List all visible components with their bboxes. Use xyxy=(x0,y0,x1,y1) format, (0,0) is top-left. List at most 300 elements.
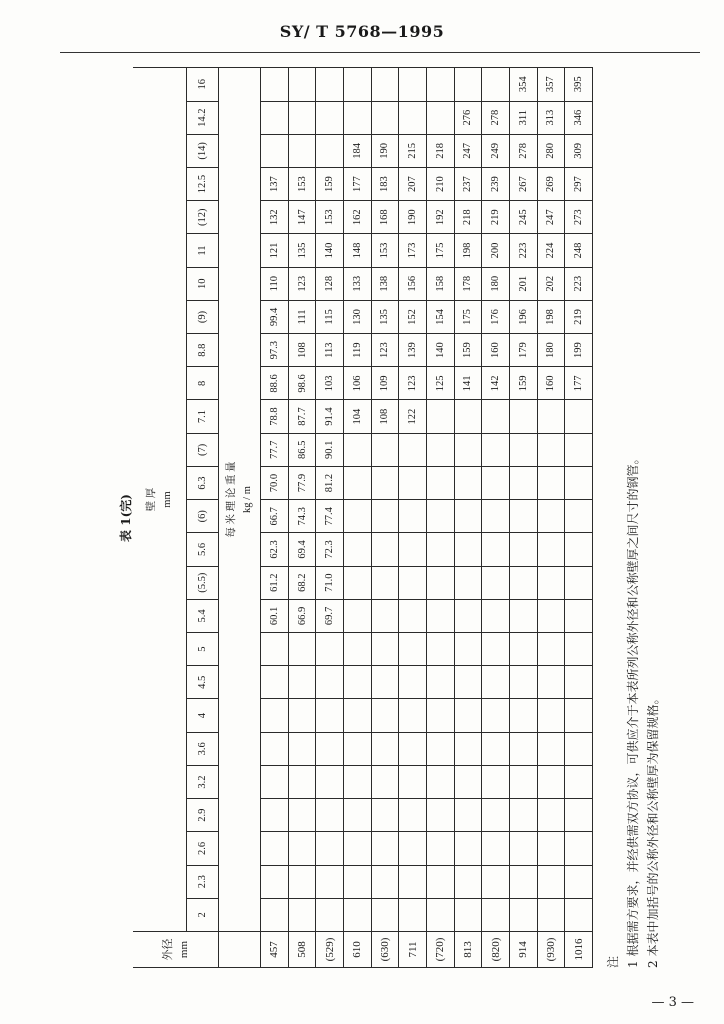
weight-cell xyxy=(482,765,510,798)
wall-label: 壁 厚 xyxy=(145,487,157,512)
weight-cell: 147 xyxy=(288,201,316,234)
weight-cell: 97.3 xyxy=(261,334,289,367)
weight-cell: 273 xyxy=(565,201,593,234)
weight-cell: 184 xyxy=(344,134,372,167)
weight-cell: 142 xyxy=(482,367,510,400)
weight-cell xyxy=(426,599,454,632)
weight-cell: 160 xyxy=(482,334,510,367)
weight-cell xyxy=(288,732,316,765)
weight-cell xyxy=(261,633,289,666)
notes-heading: 注 xyxy=(606,955,620,968)
weight-cell: 162 xyxy=(344,201,372,234)
weight-cell xyxy=(426,732,454,765)
weight-cell: 104 xyxy=(344,400,372,433)
weight-cell xyxy=(426,566,454,599)
weight-cell: 113 xyxy=(316,334,344,367)
weight-cell xyxy=(426,500,454,533)
thickness-header-cell: 11 xyxy=(187,234,219,267)
weight-cell: 128 xyxy=(316,267,344,300)
weight-cell xyxy=(537,799,565,832)
weight-cell xyxy=(454,599,482,632)
weight-cell: 200 xyxy=(482,234,510,267)
weight-cell xyxy=(565,433,593,466)
weight-cell xyxy=(454,466,482,499)
weight-cell xyxy=(288,765,316,798)
weight-cell xyxy=(482,566,510,599)
weight-cell xyxy=(509,400,537,433)
thickness-header-cell: 6.3 xyxy=(187,466,219,499)
outer-diameter-cell: 914 xyxy=(509,932,537,968)
thickness-header-cell: (6) xyxy=(187,500,219,533)
weight-cell xyxy=(537,666,565,699)
weight-cell xyxy=(399,633,427,666)
weight-cell xyxy=(261,68,289,101)
weight-cell: 198 xyxy=(537,300,565,333)
weight-cell: 224 xyxy=(537,234,565,267)
page-number: — 3 — xyxy=(651,995,694,1010)
weight-cell xyxy=(316,732,344,765)
weight-cell: 132 xyxy=(261,201,289,234)
weight-cell: 130 xyxy=(344,300,372,333)
weight-cell: 175 xyxy=(426,234,454,267)
weight-cell: 190 xyxy=(399,201,427,234)
weight-cell xyxy=(509,765,537,798)
weight-cell xyxy=(316,865,344,898)
weight-cell xyxy=(509,633,537,666)
weight-cell xyxy=(454,433,482,466)
weight-cell xyxy=(565,466,593,499)
weight-cell xyxy=(482,400,510,433)
weight-cell xyxy=(316,898,344,931)
thickness-header-cell: 5 xyxy=(187,633,219,666)
weight-cell: 61.2 xyxy=(261,566,289,599)
weight-cell: 395 xyxy=(565,68,593,101)
weight-cell xyxy=(509,500,537,533)
weight-cell xyxy=(399,865,427,898)
weight-cell xyxy=(454,765,482,798)
mass-header-spacer xyxy=(219,932,261,968)
weight-cell xyxy=(454,500,482,533)
weight-cell xyxy=(565,732,593,765)
weight-cell xyxy=(288,134,316,167)
weight-cell xyxy=(426,433,454,466)
weight-cell: 125 xyxy=(426,367,454,400)
weight-cell xyxy=(482,666,510,699)
table-title: 表 1(完) xyxy=(119,494,133,542)
weight-cell xyxy=(482,732,510,765)
thickness-header-cell: (12) xyxy=(187,201,219,234)
thickness-header-cell: 8 xyxy=(187,367,219,400)
weight-cell: 168 xyxy=(371,201,399,234)
weight-cell: 154 xyxy=(426,300,454,333)
weight-cell xyxy=(482,633,510,666)
weight-cell: 77.9 xyxy=(288,466,316,499)
weight-cell: 70.0 xyxy=(261,466,289,499)
weight-cell xyxy=(371,666,399,699)
wall-thickness-header xyxy=(133,68,187,932)
weight-cell: 180 xyxy=(537,334,565,367)
weight-cell: 196 xyxy=(509,300,537,333)
weight-cell: 158 xyxy=(426,267,454,300)
weight-cell xyxy=(371,101,399,134)
weight-cell xyxy=(482,898,510,931)
weight-cell xyxy=(565,865,593,898)
weight-cell: 199 xyxy=(565,334,593,367)
weight-cell xyxy=(509,533,537,566)
weight-cell xyxy=(371,732,399,765)
corner-header xyxy=(133,932,219,968)
weight-cell: 245 xyxy=(509,201,537,234)
weight-cell xyxy=(399,433,427,466)
thickness-header-cell: (5.5) xyxy=(187,566,219,599)
weight-cell xyxy=(261,832,289,865)
weight-cell: 249 xyxy=(482,134,510,167)
table-row xyxy=(316,68,344,968)
weight-cell: 106 xyxy=(344,367,372,400)
weight-cell xyxy=(482,599,510,632)
thickness-header-cell: 5.4 xyxy=(187,599,219,632)
weight-cell xyxy=(261,732,289,765)
weight-cell xyxy=(371,68,399,101)
mass-label: 每 米 理 论 重 量 xyxy=(225,461,237,538)
weight-cell: 183 xyxy=(371,167,399,200)
steel-pipe-weight-table xyxy=(133,67,593,968)
weight-cell xyxy=(344,101,372,134)
weight-cell xyxy=(344,898,372,931)
weight-cell: 139 xyxy=(399,334,427,367)
weight-cell xyxy=(371,865,399,898)
weight-cell xyxy=(344,599,372,632)
weight-cell: 98.6 xyxy=(288,367,316,400)
weight-cell: 357 xyxy=(537,68,565,101)
weight-cell xyxy=(316,699,344,732)
weight-cell xyxy=(537,633,565,666)
weight-cell xyxy=(426,865,454,898)
weight-cell xyxy=(482,433,510,466)
weight-cell: 297 xyxy=(565,167,593,200)
weight-cell xyxy=(288,898,316,931)
weight-cell xyxy=(482,466,510,499)
weight-cell xyxy=(316,832,344,865)
outer-diameter-cell: (720) xyxy=(426,932,454,968)
weight-cell: 66.9 xyxy=(288,599,316,632)
weight-cell: 71.0 xyxy=(316,566,344,599)
thickness-header-cell: (7) xyxy=(187,433,219,466)
table-row xyxy=(537,68,565,968)
weight-cell xyxy=(426,898,454,931)
weight-cell: 177 xyxy=(565,367,593,400)
weight-cell xyxy=(537,699,565,732)
weight-cell: 159 xyxy=(509,367,537,400)
weight-cell xyxy=(509,799,537,832)
weight-cell xyxy=(454,400,482,433)
weight-cell xyxy=(565,765,593,798)
weight-cell: 178 xyxy=(454,267,482,300)
note-2: 2 本表中加括号的公称外径和公称壁厚为保留规格。 xyxy=(646,692,660,968)
weight-cell xyxy=(454,699,482,732)
weight-cell xyxy=(288,633,316,666)
page-header xyxy=(0,22,724,41)
weight-cell xyxy=(399,500,427,533)
weight-cell xyxy=(399,533,427,566)
weight-cell: 218 xyxy=(454,201,482,234)
weight-cell xyxy=(565,898,593,931)
weight-cell xyxy=(426,400,454,433)
weight-cell: 140 xyxy=(426,334,454,367)
weight-cell xyxy=(288,832,316,865)
weight-cell xyxy=(509,898,537,931)
weight-cell xyxy=(565,832,593,865)
outer-diameter-cell: (529) xyxy=(316,932,344,968)
weight-cell xyxy=(454,666,482,699)
rotated-table-region xyxy=(113,68,703,968)
weight-cell: 123 xyxy=(371,334,399,367)
corner-unit: mm xyxy=(177,940,190,959)
weight-cell: 160 xyxy=(537,367,565,400)
weight-cell: 313 xyxy=(537,101,565,134)
weight-cell xyxy=(288,799,316,832)
thickness-header-cell: 7.1 xyxy=(187,400,219,433)
table-row xyxy=(288,68,316,968)
weight-cell: 77.4 xyxy=(316,500,344,533)
weight-cell xyxy=(537,599,565,632)
weight-cell: 156 xyxy=(399,267,427,300)
weight-cell: 248 xyxy=(565,234,593,267)
weight-cell xyxy=(509,433,537,466)
weight-cell xyxy=(261,666,289,699)
weight-cell: 138 xyxy=(371,267,399,300)
outer-diameter-cell: 813 xyxy=(454,932,482,968)
table-row xyxy=(261,68,289,968)
weight-cell xyxy=(316,134,344,167)
mass-unit: kg / m xyxy=(241,486,253,513)
weight-cell xyxy=(426,466,454,499)
weight-cell xyxy=(344,533,372,566)
outer-diameter-cell: (930) xyxy=(537,932,565,968)
weight-cell xyxy=(482,533,510,566)
weight-cell xyxy=(344,68,372,101)
weight-cell xyxy=(454,533,482,566)
weight-cell: 201 xyxy=(509,267,537,300)
weight-cell xyxy=(371,832,399,865)
table-row xyxy=(482,68,510,968)
weight-cell xyxy=(509,466,537,499)
weight-cell: 66.7 xyxy=(261,500,289,533)
weight-cell xyxy=(371,633,399,666)
table-row xyxy=(399,68,427,968)
thickness-header-cell: 4.5 xyxy=(187,666,219,699)
weight-cell xyxy=(316,68,344,101)
weight-cell xyxy=(261,799,289,832)
weight-cell xyxy=(344,765,372,798)
weight-cell: 119 xyxy=(344,334,372,367)
weight-cell xyxy=(537,765,565,798)
weight-cell: 280 xyxy=(537,134,565,167)
corner-label: 外径 xyxy=(161,938,174,961)
mass-header xyxy=(219,68,261,932)
weight-cell xyxy=(565,500,593,533)
weight-cell xyxy=(288,68,316,101)
weight-cell xyxy=(344,500,372,533)
weight-cell xyxy=(537,898,565,931)
thickness-header-cell: 10 xyxy=(187,267,219,300)
weight-cell: 219 xyxy=(565,300,593,333)
weight-cell xyxy=(344,799,372,832)
weight-cell: 153 xyxy=(371,234,399,267)
weight-cell xyxy=(426,799,454,832)
weight-cell xyxy=(288,699,316,732)
weight-cell: 137 xyxy=(261,167,289,200)
weight-cell xyxy=(426,533,454,566)
weight-cell: 202 xyxy=(537,267,565,300)
weight-cell xyxy=(344,633,372,666)
weight-cell xyxy=(426,101,454,134)
outer-diameter-cell: 1016 xyxy=(565,932,593,968)
outer-diameter-cell: 457 xyxy=(261,932,289,968)
weight-cell: 354 xyxy=(509,68,537,101)
weight-cell: 108 xyxy=(288,334,316,367)
weight-cell xyxy=(537,466,565,499)
weight-cell xyxy=(399,832,427,865)
weight-cell xyxy=(344,466,372,499)
weight-cell xyxy=(537,533,565,566)
weight-cell xyxy=(399,599,427,632)
weight-cell: 175 xyxy=(454,300,482,333)
weight-cell xyxy=(316,633,344,666)
table-row xyxy=(426,68,454,968)
thickness-header-cell: 2.3 xyxy=(187,865,219,898)
weight-cell xyxy=(261,134,289,167)
weight-cell xyxy=(371,533,399,566)
weight-cell xyxy=(371,433,399,466)
weight-cell: 276 xyxy=(454,101,482,134)
note-1: 1 根据需方要求，并经供需双方协议，可供应介于本表所列公称外径和公称壁厚之间尺寸的钢管。 xyxy=(626,452,640,968)
header-rule xyxy=(60,52,700,53)
weight-cell xyxy=(454,732,482,765)
weight-cell xyxy=(454,799,482,832)
weight-cell xyxy=(316,101,344,134)
thickness-header-cell: 14.2 xyxy=(187,101,219,134)
weight-cell: 153 xyxy=(316,201,344,234)
table-row xyxy=(565,68,593,968)
weight-cell xyxy=(426,699,454,732)
weight-cell: 239 xyxy=(482,167,510,200)
weight-cell xyxy=(537,400,565,433)
standard-code: SY/ T 5768—1995 xyxy=(279,22,445,41)
weight-cell: 87.7 xyxy=(288,400,316,433)
weight-cell xyxy=(454,566,482,599)
weight-cell: 135 xyxy=(288,234,316,267)
weight-cell xyxy=(482,799,510,832)
weight-cell xyxy=(399,566,427,599)
weight-cell xyxy=(454,68,482,101)
weight-cell: 99.4 xyxy=(261,300,289,333)
weight-cell xyxy=(316,799,344,832)
weight-cell: 74.3 xyxy=(288,500,316,533)
weight-cell: 69.4 xyxy=(288,533,316,566)
outer-diameter-cell: (820) xyxy=(482,932,510,968)
weight-cell xyxy=(371,898,399,931)
weight-cell xyxy=(537,566,565,599)
weight-cell xyxy=(399,732,427,765)
weight-cell xyxy=(288,101,316,134)
weight-cell xyxy=(509,566,537,599)
weight-cell xyxy=(399,799,427,832)
weight-cell xyxy=(426,832,454,865)
table-row xyxy=(344,68,372,968)
weight-cell xyxy=(426,765,454,798)
weight-cell xyxy=(261,699,289,732)
weight-cell: 111 xyxy=(288,300,316,333)
weight-cell: 121 xyxy=(261,234,289,267)
weight-cell xyxy=(344,865,372,898)
weight-cell: 237 xyxy=(454,167,482,200)
weight-cell: 152 xyxy=(399,300,427,333)
weight-cell xyxy=(454,832,482,865)
thickness-header-cell: 2.6 xyxy=(187,832,219,865)
weight-cell xyxy=(537,865,565,898)
weight-cell xyxy=(344,566,372,599)
weight-cell xyxy=(482,500,510,533)
weight-cell xyxy=(565,400,593,433)
weight-cell: 78.8 xyxy=(261,400,289,433)
thickness-header-cell: 16 xyxy=(187,68,219,101)
weight-cell: 198 xyxy=(454,234,482,267)
weight-cell: 278 xyxy=(482,101,510,134)
thickness-header-cell: 4 xyxy=(187,699,219,732)
weight-cell xyxy=(399,466,427,499)
weight-cell xyxy=(454,898,482,931)
weight-cell: 91.4 xyxy=(316,400,344,433)
weight-cell: 159 xyxy=(316,167,344,200)
weight-cell xyxy=(261,765,289,798)
weight-cell xyxy=(482,865,510,898)
weight-cell xyxy=(371,500,399,533)
weight-cell: 88.6 xyxy=(261,367,289,400)
weight-cell: 278 xyxy=(509,134,537,167)
weight-cell xyxy=(565,566,593,599)
weight-cell xyxy=(316,666,344,699)
thickness-header-cell: (14) xyxy=(187,134,219,167)
weight-cell: 247 xyxy=(537,201,565,234)
weight-cell xyxy=(371,699,399,732)
weight-cell: 123 xyxy=(399,367,427,400)
weight-cell xyxy=(344,666,372,699)
weight-cell xyxy=(482,68,510,101)
weight-cell xyxy=(565,699,593,732)
weight-cell: 135 xyxy=(371,300,399,333)
thickness-header-cell: 2 xyxy=(187,898,219,931)
weight-cell xyxy=(537,832,565,865)
weight-cell: 176 xyxy=(482,300,510,333)
weight-cell: 223 xyxy=(509,234,537,267)
weight-cell: 122 xyxy=(399,400,427,433)
weight-cell xyxy=(288,666,316,699)
outer-diameter-cell: 610 xyxy=(344,932,372,968)
weight-cell xyxy=(371,566,399,599)
outer-diameter-cell: (630) xyxy=(371,932,399,968)
weight-cell xyxy=(426,666,454,699)
weight-cell: 108 xyxy=(371,400,399,433)
weight-cell: 103 xyxy=(316,367,344,400)
weight-cell xyxy=(565,666,593,699)
weight-cell xyxy=(454,633,482,666)
weight-cell xyxy=(371,765,399,798)
thickness-header-cell: 3.6 xyxy=(187,732,219,765)
weight-cell xyxy=(261,865,289,898)
weight-cell xyxy=(509,666,537,699)
weight-cell: 86.5 xyxy=(288,433,316,466)
